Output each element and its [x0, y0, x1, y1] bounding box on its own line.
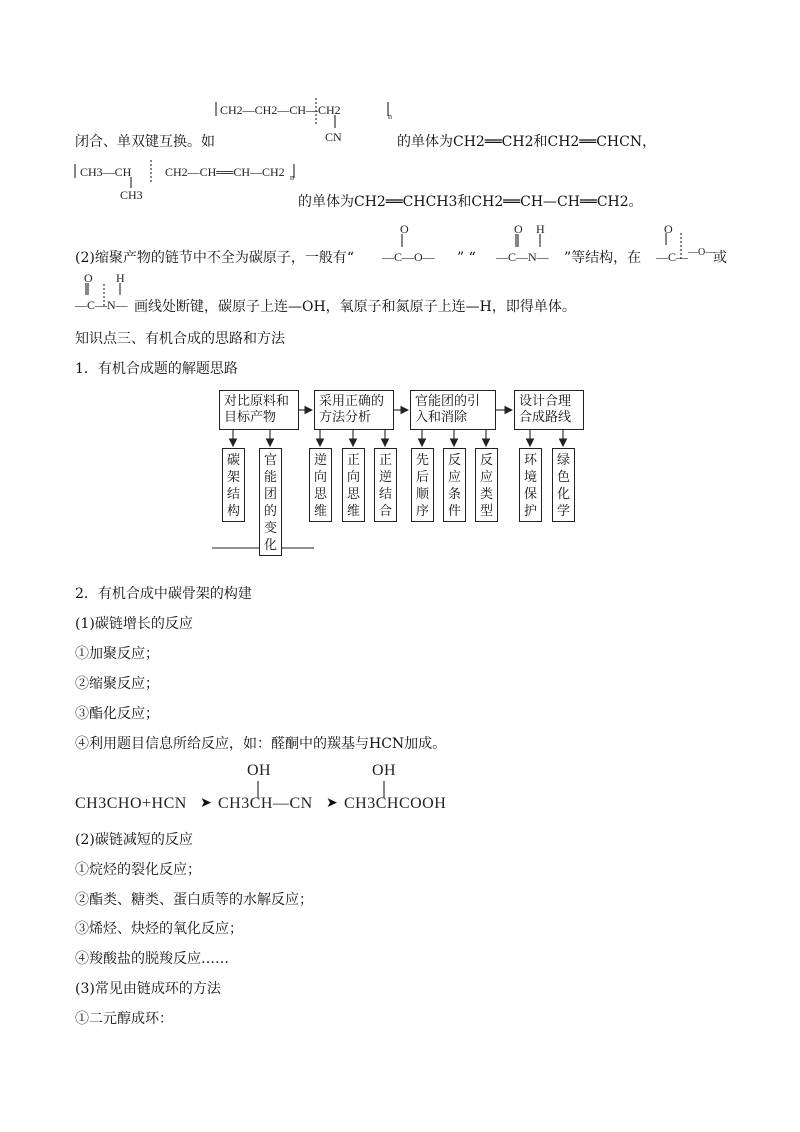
cut-ester-o: O — [664, 222, 673, 236]
para2-line2: 画线处断键，碳原子上连—OH，氧原子和氮原子上连—H，即得单体。 — [134, 299, 576, 315]
grow-item-1: ①加聚反应； — [75, 646, 159, 662]
flow-detail-condition: 反应条件 — [443, 448, 466, 522]
section3-sub1: 1．有机合成题的解题思路 — [75, 361, 238, 377]
short-item-1: ①烷烃的裂化反应； — [75, 862, 201, 878]
ester-text: —C—O— — [382, 250, 435, 264]
short-title: (2)碳链减短的反应 — [75, 832, 193, 848]
reaction-reactants: CH3CHO+HCN — [75, 795, 187, 812]
flow-detail-type: 反应类型 — [475, 448, 498, 522]
flow-step-design: 设计合理合成路线 — [514, 390, 584, 430]
flow-step-compare: 对比原料和目标产物 — [219, 390, 299, 430]
reaction-oh-1: OH — [247, 762, 272, 779]
flow-detail-forward: 正向思维 — [342, 448, 365, 522]
ester-o: O — [400, 222, 409, 236]
amide-text: —C—N— — [496, 250, 549, 264]
section4-sub2: 2．有机合成中碳骨架的构建 — [75, 586, 252, 602]
flow-detail-group-change: 官能团的变化 — [259, 448, 282, 556]
flow-detail-reverse: 逆向思维 — [309, 448, 332, 522]
polymer2-sub: CH3 — [120, 188, 143, 202]
cut-amide-h: H — [116, 271, 125, 285]
grow-title: (1)碳链增长的反应 — [75, 616, 193, 632]
flow-detail-order: 先后顺序 — [411, 448, 434, 522]
amide-o: O — [514, 222, 523, 236]
grow-item-3: ③酯化反应； — [75, 706, 159, 722]
polymer1-intro: 闭合、单双键互换。如 — [75, 134, 215, 150]
ring-item-1: ①二元醇成环： — [75, 1011, 173, 1027]
grow-item-2: ②缩聚反应； — [75, 676, 159, 692]
polymer1-n: n — [388, 112, 392, 121]
polymer2-chain-b: CH2—CH══CH—CH2 — [165, 165, 285, 179]
para2-quote-mid: ” “ — [457, 250, 476, 266]
cut-ester-c: —C— — [656, 250, 689, 264]
cut-amide-text: —C—N— — [75, 298, 128, 312]
reaction-arrow-2: ➤ — [326, 795, 338, 811]
polymer1-chain: CH2—CH2—CH—CH2 — [220, 103, 341, 117]
cut-ester-o2: —O— — [688, 247, 716, 258]
flow-detail-environment: 环境保护 — [519, 448, 542, 522]
polymer2-chain-a: CH3—CH — [80, 165, 132, 179]
para2-line1-b: ”等结构，在 — [564, 250, 642, 266]
flow-step-functional-group: 官能团的引入和消除 — [410, 390, 496, 430]
flow-detail-carbon-skeleton: 碳架结构 — [222, 448, 245, 522]
grow-item-4: ④利用题目信息所给反应，如：醛酮中的羰基与HCN加成。 — [75, 736, 447, 752]
short-item-2: ②酯类、糖类、蛋白质等的水解反应； — [75, 892, 313, 908]
reaction-oh-2: OH — [372, 762, 397, 779]
flow-detail-combined: 正逆结合 — [374, 448, 397, 522]
polymer2-monomer: 的单体为CH2══CHCH3和CH2══CH—CH══CH2。 — [298, 194, 643, 210]
cut-amide-o: O — [84, 271, 93, 285]
section3-title: 知识点三、有机合成的思路和方法 — [75, 331, 285, 347]
reaction-product: CH3CHCOOH — [344, 795, 447, 812]
para2-or: 或 — [713, 250, 727, 266]
short-item-3: ③烯烃、炔烃的氧化反应； — [75, 921, 243, 937]
amide-h: H — [536, 222, 545, 236]
polymer1-sub: CN — [325, 130, 342, 144]
flow-step-analyze: 采用正确的方法分析 — [314, 390, 394, 430]
flow-detail-green: 绿色化学 — [552, 448, 575, 522]
reaction-intermediate-a: CH3CH — [218, 795, 273, 812]
polymer2-n: n — [290, 173, 294, 182]
reaction-intermediate-b: —CN — [273, 795, 313, 812]
reaction-arrow-1: ➤ — [200, 795, 212, 811]
ring-title: (3)常见由链成环的方法 — [75, 981, 221, 997]
polymer1-monomer: 的单体为CH2══CH2和CH2══CHCN， — [397, 134, 657, 150]
short-item-4: ④羧酸盐的脱羧反应…… — [75, 951, 229, 967]
para2-line1-a: (2)缩聚产物的链节中不全为碳原子，一般有“ — [75, 250, 354, 266]
